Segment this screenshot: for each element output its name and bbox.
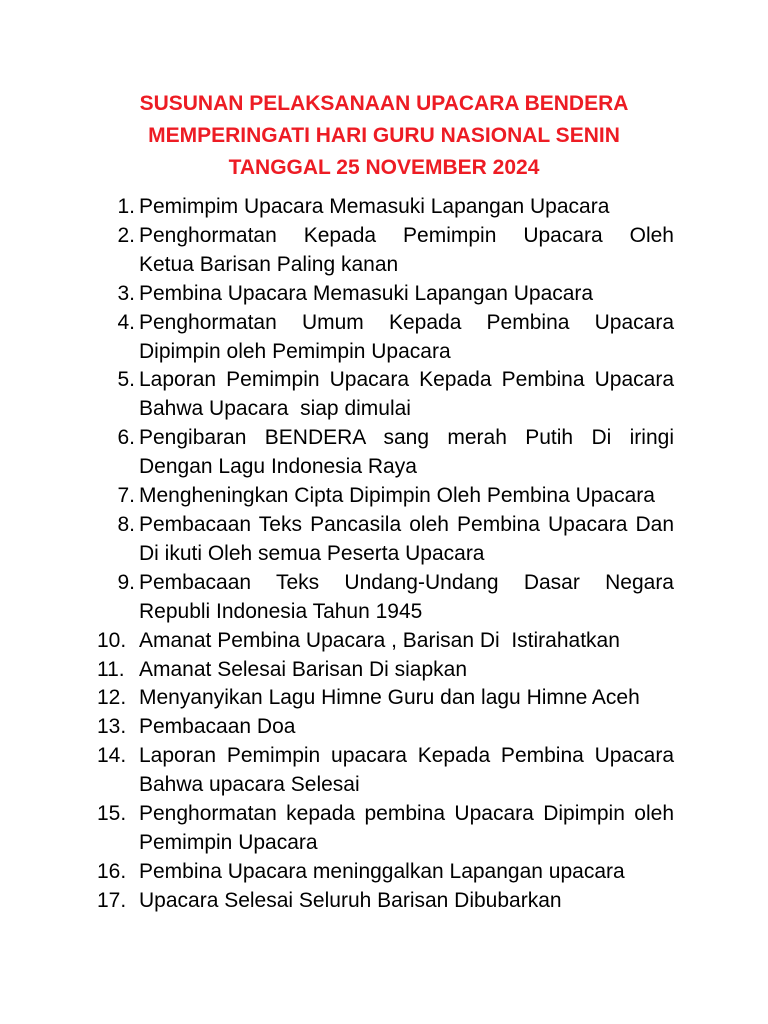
list-item (95, 684, 675, 713)
list-item (95, 511, 675, 569)
item-number: 1. (117, 195, 135, 218)
list-item (95, 742, 675, 800)
item-text (139, 858, 674, 887)
item-line: Dengan Lagu Indonesia Raya (139, 455, 417, 479)
item-text (139, 569, 674, 627)
item-text (139, 309, 674, 367)
item-number: 13. (97, 715, 127, 739)
item-text (139, 424, 674, 482)
list-item (95, 656, 675, 685)
item-number: 7. (117, 484, 135, 508)
item-line: Republi Indonesia Tahun 1945 (139, 599, 423, 623)
list-item (95, 309, 675, 367)
item-line: Amanat Selesai Barisan Di siapkan (139, 657, 468, 681)
item-line: Ketua Barisan Paling kanan (139, 252, 399, 276)
list-item (95, 569, 675, 627)
item-text (139, 742, 674, 800)
item-line: Penghormatan kepada pembina Upacara Dipimpin oleh (139, 802, 674, 826)
item-line: Menyanyikan Lagu Himne Guru dan lagu Himne Aceh (139, 686, 640, 710)
item-line: Pembacaan Doa (139, 715, 296, 739)
item-number: 5. (117, 368, 135, 392)
item-line: Upacara Selesai Seluruh Barisan Dibubarkan (139, 888, 562, 912)
item-text (139, 713, 674, 742)
list-item (95, 424, 675, 482)
item-line: Pemimpin Upacara (139, 830, 318, 854)
item-line: Pembacaan Teks Pancasila oleh Pembina Upacara Dan (139, 512, 674, 536)
item-number: 9. (117, 570, 135, 594)
item-line: Pembacaan Teks Undang-Undang Dasar Negara (139, 570, 674, 594)
list-item (95, 887, 675, 916)
item-number: 11. (97, 657, 125, 681)
item-text (139, 280, 674, 309)
item-text (139, 800, 674, 858)
list-item (95, 366, 675, 424)
item-line: Bahwa upacara Selesai (139, 773, 360, 797)
list-item (95, 858, 675, 887)
item-line: Bahwa Upacara siap dimulai (139, 397, 411, 421)
item-text (139, 511, 674, 569)
item-line: Dipimpin oleh Pemimpin Upacara (139, 339, 451, 363)
item-line: Pembina Upacara meninggalkan Lapangan upacara (139, 859, 625, 883)
item-text (139, 887, 674, 916)
item-number: 4. (117, 310, 135, 334)
item-text (139, 627, 674, 656)
item-text (139, 684, 674, 713)
item-number: 2. (117, 223, 135, 247)
item-line: Pembina Upacara Memasuki Lapangan Upacara (139, 281, 594, 305)
list-item (95, 280, 675, 309)
item-number: 12. (97, 686, 127, 710)
item-line: Amanat Pembina Upacara , Barisan Di Istirahatkan (139, 628, 620, 652)
item-number: 17. (97, 888, 127, 912)
item-number: 16. (97, 859, 127, 883)
list-item (95, 222, 675, 280)
item-line: Laporan Pemimpin Upacara Kepada Pembina Upacara (139, 368, 674, 392)
list-item (95, 193, 675, 222)
list-item (95, 627, 675, 656)
item-text (139, 482, 674, 511)
item-number: 8. (117, 512, 135, 536)
item-number: 10. (97, 628, 127, 652)
title-line: SUSUNAN PELAKSANAAN UPACARA BENDERA (139, 92, 629, 115)
item-line: Di ikuti Oleh semua Peserta Upacara (139, 541, 485, 565)
item-text (139, 656, 674, 685)
item-line: Penghormatan Umum Kepada Pembina Upacara (139, 310, 674, 334)
title-line: TANGGAL 25 NOVEMBER 2024 (228, 156, 540, 179)
title-line: MEMPERINGATI HARI GURU NASIONAL SENIN (148, 124, 620, 147)
item-text (139, 193, 674, 222)
item-text (139, 366, 674, 424)
item-line: Pemimpim Upacara Memasuki Lapangan Upacara (139, 195, 610, 218)
item-line: Pengibaran BENDERA sang merah Putih Di iringi (139, 426, 674, 450)
item-number: 3. (117, 281, 135, 305)
list-item (95, 482, 675, 511)
list-item (95, 800, 675, 858)
item-line: Laporan Pemimpin upacara Kepada Pembina Upacara (139, 744, 674, 768)
item-line: Penghormatan Kepada Pemimpin Upacara Oleh (139, 223, 674, 247)
ceremony-agenda-list (95, 193, 675, 916)
item-number: 14. (97, 744, 127, 768)
item-line: Mengheningkan Cipta Dipimpin Oleh Pembina Upacara (139, 484, 655, 508)
list-item (95, 713, 675, 742)
item-number: 6. (117, 426, 135, 450)
item-number: 15. (97, 802, 127, 826)
page-title (0, 88, 768, 184)
item-text (139, 222, 674, 280)
